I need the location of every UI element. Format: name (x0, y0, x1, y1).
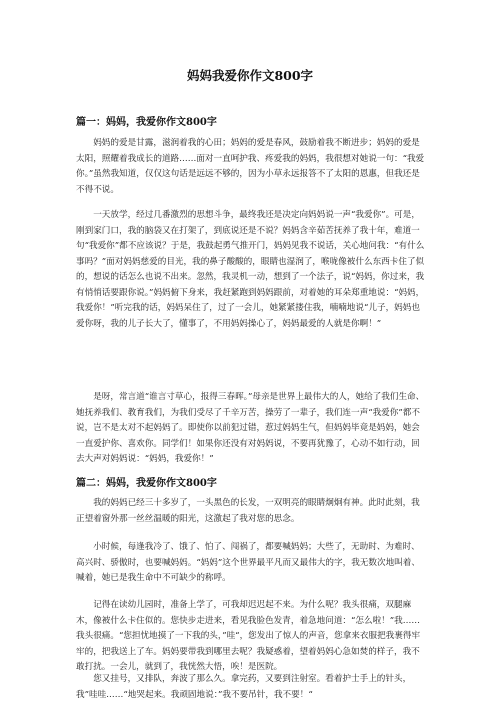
paragraph: 是呀，常言道“谁言寸草心，报得三春晖。”母亲是世界上最伟大的人，她给了我们生命、她抚养我们、教育我们，为我们受尽了千辛万苦，操劳了一辈子，我们连一声“我爱你”都不说，岂不是太对不起妈妈了。即使你以前犯过错，惹过妈妈生气，但妈妈毕竟是妈妈，她会一直爱护你、喜欢你。同学们！如果你还没有对妈妈说，不要再犹豫了，心动不如行动，回去大声对妈妈说：“妈妈，我爱你！” (76, 392, 425, 464)
paragraph: 妈妈的爱是甘露，滋润着我的心田；妈妈的爱是春风，鼓励着我不断进步；妈妈的爱是太阳，照耀着我成长的道路……面对一直呵护我、疼爱我的妈妈，我很想对她说一句：“我爱你。”虽然我知道，仅仅这句话是远远不够的，因为小草永远报答不了太阳的恩惠，但我还是不得不说。 (76, 138, 425, 195)
section-heading: 篇一：妈妈，我爱你作文800字 (76, 117, 217, 128)
section-heading: 篇二：妈妈，我爱你作文800字 (76, 478, 217, 489)
paragraph: 小时候，每逢我冷了、饿了、怕了、闯祸了，都要喊妈妈；大些了，无助时、为难时、高兴时、骄傲时，也要喊妈妈。“妈妈”这个世界最平凡而又最伟大的字，我无数次地叫着、喊着，她已是我生命中不可缺少的称呼。 (76, 542, 420, 583)
paragraph: 您又挂号，又排队，奔波了那么久。拿完药，又要到注射室。看着护士手上的针头，我”哇哇……“地哭起来。我顽固地说：”我不要吊针，我不要！“ (76, 674, 412, 700)
paragraph: 一天放学，经过几番激烈的思想斗争，最终我还是决定向妈妈说一声“我爱你”。可是，刚到家门口，我的脑袋又在打架了，到底说还是不说？妈妈含辛茹苦抚养了我十年，难道一句“我爱你”都不应该说？于是，我鼓起勇气推开门，妈妈见我不说话，关心地问我：“有什么事吗？”面对妈妈慈爱的目光，我的鼻子酸酸的，眼睛也湿润了，喉咙像被什么东西卡住了似的，想说的话怎么也说不出来。忽然，我灵机一动，想到了一个法子，说“妈妈，你过来，我有悄悄话要跟你说。”妈妈俯下身来，我赶紧跑到妈妈跟前，对着她的耳朵郑重地说：“妈妈，我爱你！”听完我的话，妈妈呆住了，过了一会儿，她紧紧搂住我，喃喃地说“儿子，妈妈也爱你呀，我的儿子长大了，懂事了，不用妈妈操心了，妈妈最爱的人就是你啊！” (76, 210, 425, 329)
page-title: 妈妈我爱你作文800字 (186, 68, 314, 83)
paragraph: 我的妈妈已经三十多岁了，一头黑色的长发，一双明亮的眼睛炯炯有神。此时此刻，我正望着窗外那一丝丝温暖的阳光，这激起了我对您的思念。 (76, 498, 420, 524)
paragraph: 记得在读幼儿园时，准备上学了，可我却迟迟起不来。为什么呢？我头很痛，双腿麻木，像被什么卡住似的。您快步走进来，看见我脸色发青，着急地问道：“怎么啦！”我……我头很痛。“您担忧地摸了一下我的头，”哇“，您发出了惊人的声音，您拿来衣服把我裹得牢牢的，把我送上了车。妈妈要带我到哪里去呢？我疑惑着，望着妈妈心急如焚的样子，我不敢打扰。一会儿，就到了，我恍然大悟，唉！是医院。 (76, 600, 421, 672)
